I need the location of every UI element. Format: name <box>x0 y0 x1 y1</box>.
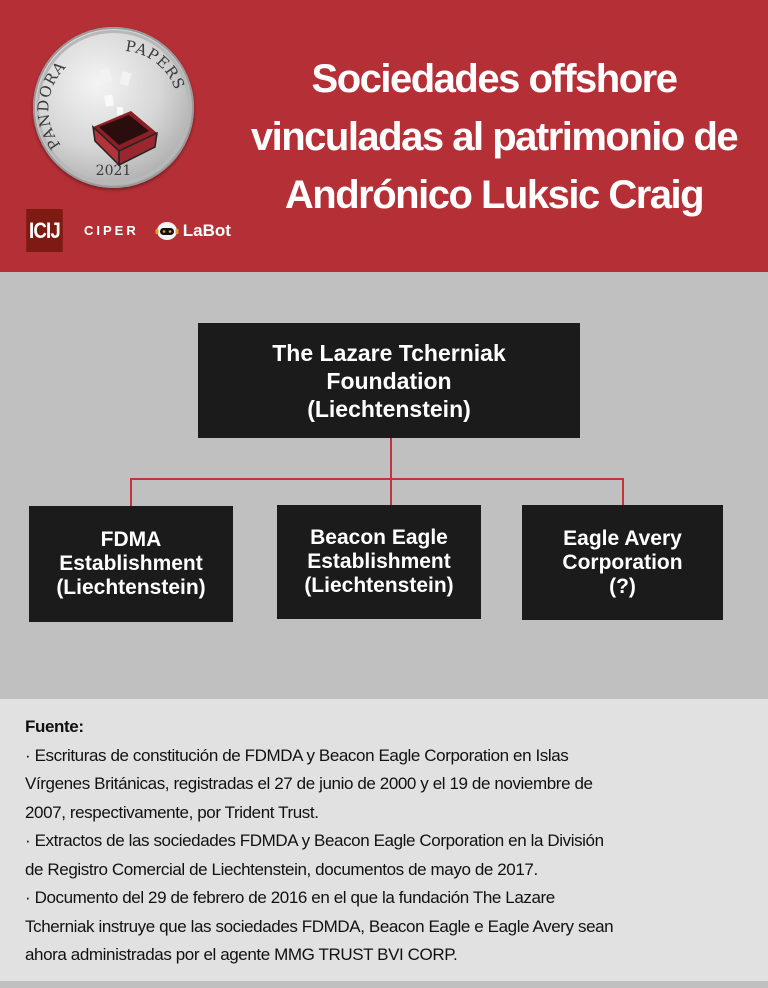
coin-text-pandora: PANDORA <box>34 57 70 153</box>
title-line: Sociedades offshore <box>311 57 677 101</box>
entity-jurisdiction: (Liechtenstein) <box>307 395 471 422</box>
source-line: 2007, respectivamente, por Trident Trust. <box>25 802 319 822</box>
entity-box-fdma-establishment <box>29 506 233 622</box>
sources-title: Fuente: <box>25 717 84 736</box>
page-title <box>220 50 768 224</box>
entity-jurisdiction: (Liechtenstein) <box>304 574 454 597</box>
source-line: Vírgenes Británicas, registradas el 27 de junio de 2000 y el 19 de noviembre de <box>25 774 593 793</box>
robot-icon <box>155 220 179 242</box>
pandora-papers-coin-logo <box>33 27 194 188</box>
connector-horizontal <box>130 478 624 480</box>
connector-root-down <box>390 438 392 480</box>
entity-box-eagle-avery-corporation <box>522 505 723 620</box>
entity-jurisdiction: (?) <box>609 574 636 598</box>
connector-child-2 <box>390 478 392 505</box>
source-line: · Extractos de las sociedades FDMDA y Beacon Eagle Corporation en la División <box>25 831 604 850</box>
source-line: ahora administradas por el agente MMG TRUST BVI CORP. <box>25 945 458 964</box>
source-line: de Registro Comercial de Liechtenstein, documentos de mayo de 2017. <box>25 859 538 879</box>
entity-name: The Lazare Tcherniak <box>272 339 506 366</box>
treasure-chest-icon <box>33 27 194 188</box>
title-line: vinculadas al patrimonio de <box>250 115 738 159</box>
svg-text:PANDORA <box>34 57 69 153</box>
header-banner <box>0 0 768 272</box>
entity-jurisdiction: (Liechtenstein) <box>56 576 206 599</box>
footer-strip <box>0 981 768 988</box>
source-line: · Escrituras de constitución de FDMDA y Beacon Eagle Corporation en Islas <box>25 745 569 765</box>
entity-box-beacon-eagle-establishment <box>277 505 481 619</box>
source-line: Tcherniak instruye que las sociedades FDMDA, Beacon Eagle e Eagle Avery sean <box>25 916 614 936</box>
entity-name: FDMA <box>100 528 162 551</box>
title-line: Andrónico Luksic Craig <box>284 173 704 217</box>
ciper-logo: CIPER <box>84 223 139 238</box>
icij-logo: ICIJ <box>26 209 63 252</box>
connector-child-3 <box>622 478 624 505</box>
entity-name: Establishment <box>307 550 451 573</box>
labot-label: LaBot <box>182 220 231 240</box>
entity-name: Eagle Avery <box>563 526 682 550</box>
connector-child-1 <box>130 478 132 506</box>
entity-name: Establishment <box>59 552 203 575</box>
entity-name: Corporation <box>562 550 683 574</box>
entity-name: Beacon Eagle <box>310 526 448 549</box>
source-line: · Documento del 29 de febrero de 2016 en el que la fundación The Lazare <box>25 888 555 907</box>
partner-logos <box>23 209 231 252</box>
coin-year: 2021 <box>95 163 132 179</box>
coin-text-papers: PAPERS <box>124 36 189 93</box>
entity-box-lazare-tcherniak-foundation <box>198 323 580 438</box>
entity-name: Foundation <box>326 367 452 394</box>
sources-section <box>0 699 768 981</box>
